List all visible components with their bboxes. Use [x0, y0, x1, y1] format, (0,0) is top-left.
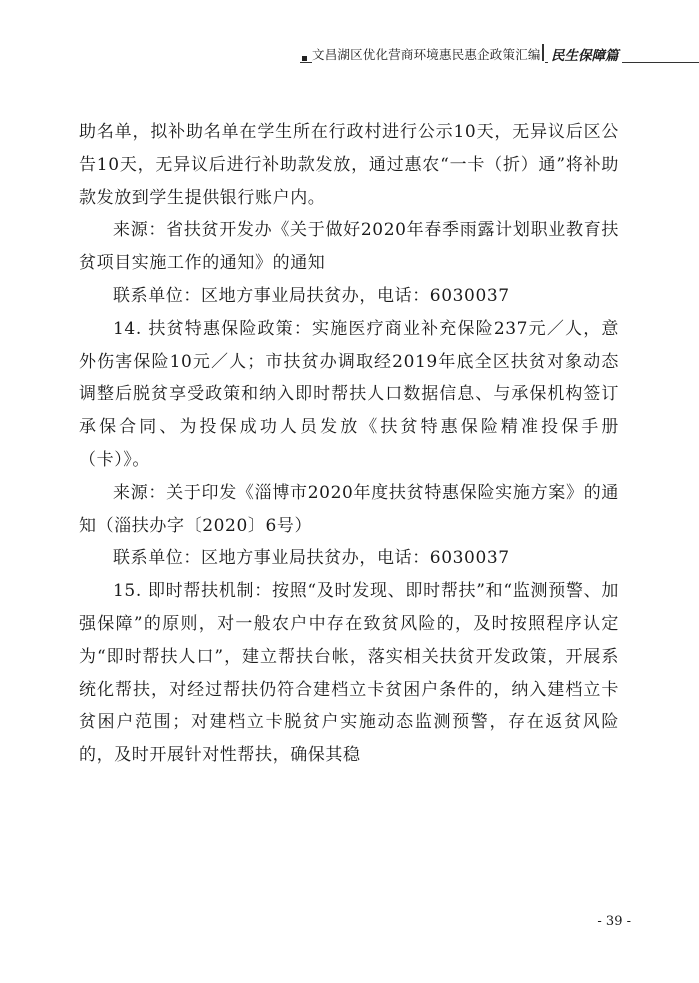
paragraph-source: 来源：省扶贫开发办《关于做好2020年春季雨露计划职业教育扶贫项目实施工作的通知》的通知	[79, 220, 619, 274]
paragraph-source: 来源：关于印发《淄博市2020年度扶贫特惠保险实施方案》的通知（淄扶办字〔2020〕6号）	[79, 482, 619, 536]
header-divider	[542, 44, 544, 61]
paragraph-continuation: 助名单，拟补助名单在学生所在行政村进行公示10天，无异议后区公告10天，无异议后进行补助款发放，通过惠农“一卡（折）通”将补助款发放到学生提供银行账户内。	[79, 122, 619, 208]
header-square-marker	[302, 56, 307, 61]
paragraph-policy-14: 14. 扶贫特惠保险政策：实施医疗商业补充保险237元／人，意外伤害保险10元／人；市扶贫办调取经2019年底全区扶贫对象动态调整后脱贫享受政策和纳入即时帮扶人口数据信息、与承保机构签订承保合同、为投保成功人员发放《扶贫特惠保险精准投保手册（卡）》。	[79, 318, 619, 470]
running-header	[300, 44, 699, 68]
header-title: 文昌湖区优化营商环境惠民惠企政策汇编	[312, 45, 545, 63]
body-text	[79, 116, 619, 772]
header-section: 民生保障篇	[548, 44, 622, 64]
paragraph-policy-15: 15. 即时帮扶机制：按照“及时发现、即时帮扶”和“监测预警、加强保障”的原则，对一般农户中存在致贫风险的，及时按照程序认定为“即时帮扶人口”，建立帮扶台帐，落实相关扶贫开发政策，开展系统化帮扶，对经过帮扶仍符合建档立卡贫困户条件的，纳入建档立卡贫困户范围；对建档立卡脱贫户实施动态监测预警，存在返贫风险的，及时开展针对性帮扶，确保其稳	[79, 581, 619, 766]
paragraph-contact: 联系单位：区地方事业局扶贫办，电话：6030037	[113, 548, 510, 569]
page-number: - 39 -	[597, 914, 631, 929]
paragraph-contact: 联系单位：区地方事业局扶贫办，电话：6030037	[113, 285, 510, 306]
